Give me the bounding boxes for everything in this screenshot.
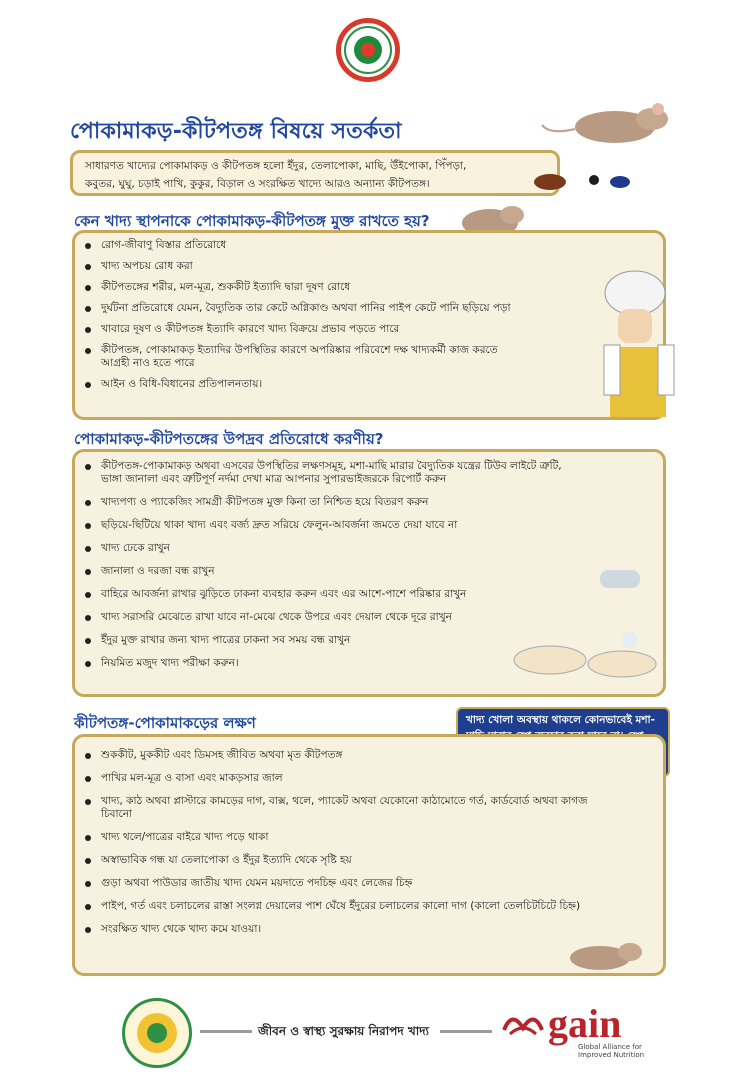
list-item: ইঁদুর মুক্ত রাখার জন্য খাদ্য পাত্রের ঢাকনা সব সময় বন্ধ রাখুন: [75, 634, 663, 647]
gain-subtitle: [578, 1043, 644, 1059]
list-item: কীটপতঙ্গের শরীর, মল-মূত্র, শুককীট ইত্যাদি দ্বারা দূষণ রোধে: [75, 281, 663, 294]
spray-warning-box: খাদ্য খোলা অবস্থায় থাকলে কোনভাবেই মশা-: [456, 707, 670, 777]
list-item: খাদ্য ঢেকে রাখুন: [75, 542, 663, 555]
list-item: কীটপতঙ্গ-পোকামাকড় অথবা এসবের উপস্থিতির লক্ষণসমূহ, মশা-মাছি মারার বৈদ্যুতিক যন্ত্রের টিউব লাইটে ত্রুটি,: [75, 460, 663, 473]
list-item: নিয়মিত মজুদ খাদ্য পরীক্ষা করুন।: [75, 657, 663, 670]
list-item: অস্বাভাবিক গন্ধ যা তেলাপোকা ও ইঁদুর ইত্যাদি থেকে সৃষ্টি হয়: [75, 854, 663, 867]
list-item: রোগ-জীবাণু বিস্তার প্রতিরোধে: [75, 239, 663, 252]
footer-divider-left: [200, 1030, 252, 1033]
spray-food-illustration: [510, 560, 670, 690]
list-item: সংরক্ষিত খাদ্য থেকে খাদ্য কমে যাওয়া।: [75, 923, 663, 936]
gain-logo-text: gain: [548, 1001, 622, 1046]
list-item: খাদ্য সরাসরি মেঝেতে রাখা যাবে না-মেঝে থেকে উপরে এবং দেয়াল থেকে দূরে রাখুন: [75, 611, 663, 624]
section-why-title: কেন খাদ্য স্থাপনাকে পোকামাকড়-কীটপতঙ্গ মুক্ত রাখতে হয়?: [74, 212, 430, 230]
section-prevention-title: পোকামাকড়-কীটপতঙ্গের উপদ্রব প্রতিরোধে করণীয়?: [74, 430, 384, 448]
insects-illustration: [520, 160, 650, 200]
page-title: পোকামাকড়-কীটপতঙ্গ বিষয়ে সতর্কতা: [70, 119, 402, 144]
list-item: ছড়িয়ে-ছিটিয়ে থাকা খাদ্য এবং বর্জ্য দ্রুত সরিয়ে ফেলুন-আবর্জনা জমতে দেয়া যাবে না: [75, 519, 663, 532]
list-item: আইন ও বিধি-বিধানের প্রতিপালনতায়।: [75, 378, 663, 391]
intro-line-1: সাধারণত খাদ্যের পোকামাকড় ও কীটপতঙ্গ হলো ইঁদুর, তেলাপোকা, মাছি, উঁইপোকা, পিঁপড়া,: [85, 160, 467, 172]
footer-divider-right: [440, 1030, 492, 1033]
section-why-list: [75, 233, 663, 391]
list-item: পাখির মল-মূত্র ও বাসা এবং মাকড়সার জাল: [75, 772, 663, 785]
list-item: খাদ্য, কাঠ অথবা প্লাস্টারে কামড়ের দাগ, বাক্স, থলে, প্যাকেট অথবা যেকোনো কাঠামোতে গর্ত, কার্ডবোর্ড অথবা কাগজ: [75, 795, 663, 808]
gain-subtitle-line-1: Global Alliance for: [578, 1043, 642, 1051]
list-item: খাদ্যপণ্য ও প্যাকেজিং সামগ্রী কীটপতঙ্গ মুক্ত কিনা তা নিশ্চিত হয়ে বিতরণ করুন: [75, 496, 663, 509]
chef-illustration: [580, 265, 710, 425]
list-item: খাবারে দূষণ ও কীটপতঙ্গ ইত্যাদি কারণে খাদ্য বিক্রয়ে প্রভাব পড়তে পারে: [75, 323, 663, 336]
list-item: কীটপতঙ্গ, পোকামাকড় ইত্যাদির উপস্থিতির কারণে অপরিষ্কার পরিবেশে দক্ষ খাদ্যকর্মী কাজ করতে: [75, 344, 663, 357]
section-signs-title: কীটপতঙ্গ-পোকামাকড়ের লক্ষণ: [74, 714, 256, 732]
bfsa-logo: [122, 998, 192, 1068]
intro-box: [70, 150, 560, 196]
government-emblem-logo: [336, 18, 400, 82]
list-item-continuation: [75, 808, 663, 821]
section-signs-list: [75, 737, 663, 936]
continuation-text: আগ্রহী নাও হতে পারে: [101, 357, 195, 369]
list-item: শুককীট, মুককীট এবং ডিমসহ জীবিত অথবা মৃত কীটপতঙ্গ: [75, 749, 663, 762]
list-item: খাদ্য অপচয় রোধ করা: [75, 260, 663, 273]
footer-slogan: জীবন ও স্বাস্থ্য সুরক্ষায় নিরাপদ খাদ্য: [258, 1024, 430, 1038]
list-item-continuation: [75, 357, 663, 370]
list-item: বাহিরে আবর্জনা রাখার ঝুড়িতে ঢাকনা ব্যবহার করুন এবং এর আশে-পাশে পরিষ্কার রাখুন: [75, 588, 663, 601]
rat-illustration: [540, 95, 690, 155]
gain-subtitle-line-2: Improved Nutrition: [578, 1051, 645, 1059]
list-item: জানালা ও দরজা বন্ধ রাখুন: [75, 565, 663, 578]
list-item: পাইপ, গর্ত এবং চলাচলের রাস্তা সংলগ্ন দেয়ালের পাশ ঘেঁষে ইঁদুরের চলাচলের কালো দাগ (কালো তেলচিটচিটে চিহ্ন): [75, 900, 663, 913]
continuation-text: চিবানো: [101, 808, 133, 820]
list-item: খাদ্য থলে/পাত্রের বাইরে খাদ্য পড়ে থাকা: [75, 831, 663, 844]
bfsa-emblem-icon: [125, 1001, 189, 1065]
rat-bottom-illustration: [540, 930, 660, 980]
emblem-red-disc: [361, 43, 375, 57]
list-item-continuation: [75, 473, 663, 486]
continuation-text: ভাঙ্গা জানালা এবং ত্রুটিপূর্ণ নর্দমা দেখা মাত্র আপনার সুপারভাইজরকে রিপোর্ট করুন: [101, 473, 447, 485]
gain-flower-icon: [500, 1010, 546, 1038]
section-why-box: [72, 230, 666, 420]
list-item: দুর্ঘটনা প্রতিরোধে যেমন, বৈদ্যুতিক তার কেটে অগ্নিকাণ্ড অথবা পানির পাইপ কেটে পানি ছড়িয়ে পড়া: [75, 302, 663, 315]
intro-line-2: কবুতর, ঘুঘু, চড়াই পাখি, কুকুর, বিড়াল ও সংরক্ষিত খাদ্যে আরও অন্যান্য কীটপতঙ্গ।: [85, 178, 430, 190]
list-item: গুড়া অথবা পাউডার জাতীয় খাদ্য যেমন ময়দাতে পদচিহ্ন এবং লেজের চিহ্ন: [75, 877, 663, 890]
